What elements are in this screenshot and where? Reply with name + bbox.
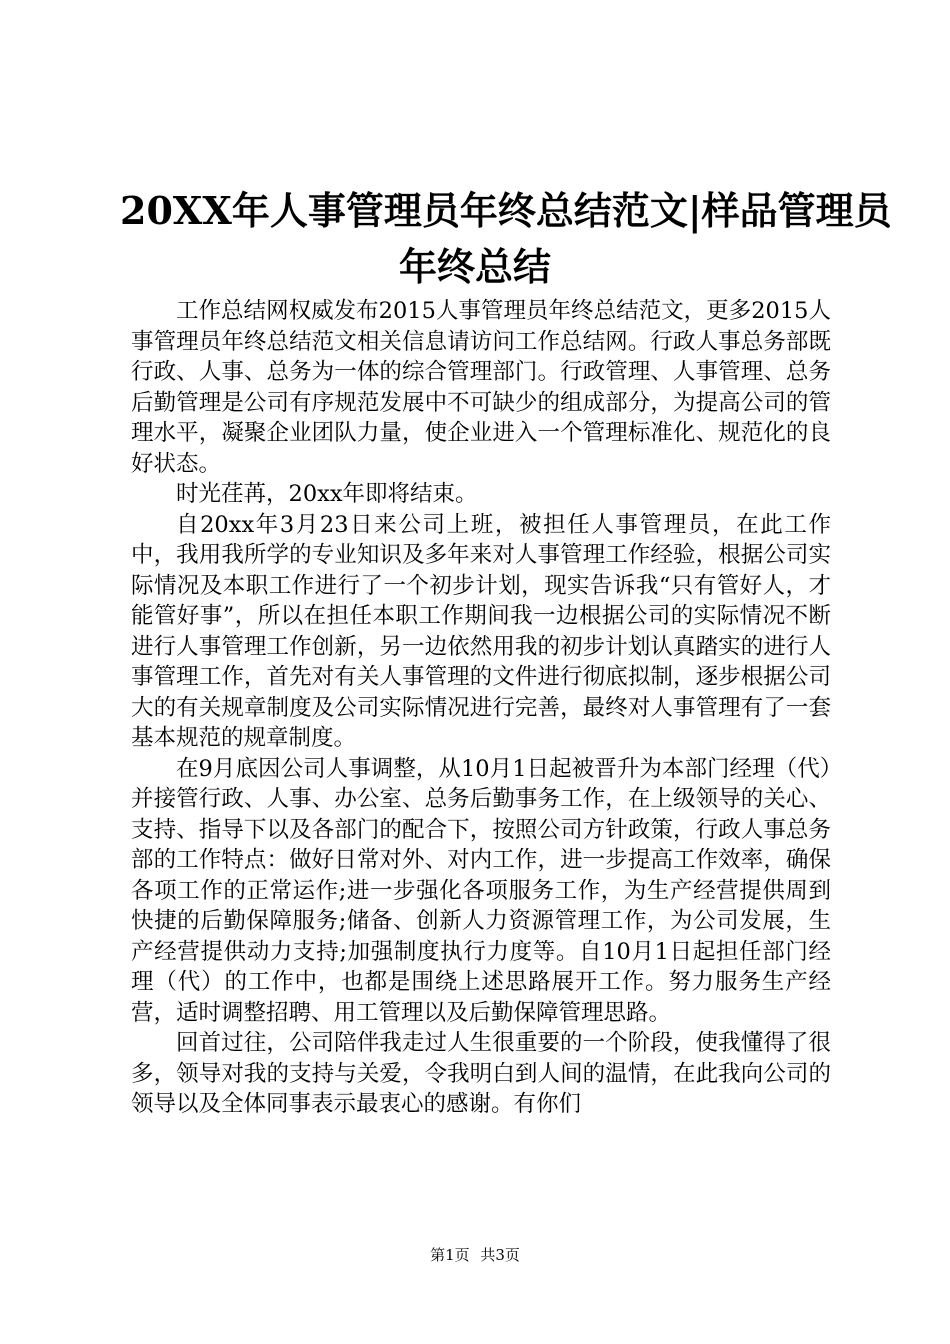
page-number: 第1页 (430, 1246, 470, 1264)
paragraph-start-work: 自20xx年3月23日来公司上班，被担任人事管理员，在此工作中，我用我所学的专业知识及多年来对人事管理工作经验，根据公司实际情况及本职工作进行了一个初步计划，现实告诉我“只有管好人，才能管好事”，所以在担任本职工作期间我一边根据公司的实际情况不断进行人事管理工作创新，另一边依然用我的初步计划认真踏实的进行人事管理工作，首先对有关人事管理的文件进行彻底拟制，逐步根据公司大的有关规章制度及公司实际情况进行完善，最终对人事管理有了一套基本规范的规章制度。 (131, 511, 831, 751)
title-line-2: 年终总结 (398, 244, 551, 289)
document-body (131, 296, 831, 1120)
paragraph-time: 时光荏苒，20xx年即将结束。 (176, 481, 478, 507)
paragraph-promotion: 在9月底因公司人事调整，从10月1日起被晋升为本部门经理（代）并接管行政、人事、办公室、总务后勤事务工作，在上级领导的关心、支持、指导下以及各部门的配合下，按照公司方针政策，行政人事总务部的工作特点：做好日常对外、对内工作，进一步提高工作效率，确保各项工作的正常运作;进一步强化各项服务工作，为生产经营提供周到快捷的后勤保障服务;储备、创新人力资源管理工作，为公司发展，生产经营提供动力支持;加强制度执行力度等。自10月1日起担任部门经理（代）的工作中，也都是围绕上述思路展开工作。努力服务生产经营，适时调整招聘、用工管理以及后勤保障管理思路。 (131, 755, 831, 1026)
page-total: 共3页 (480, 1246, 520, 1264)
paragraph-review: 回首过往，公司陪伴我走过人生很重要的一个阶段，使我懂得了很多，领导对我的支持与关爱，令我明白到人间的温情，在此我向公司的领导以及全体同事表示最衷心的感谢。有你们 (131, 1030, 831, 1117)
document-title (120, 183, 892, 295)
page-footer (0, 1245, 950, 1265)
title-line-1: 20XX年人事管理员年终总结范文|样品管理员 (120, 188, 892, 233)
paragraph-intro: 工作总结网权威发布2015人事管理员年终总结范文，更多2015人事管理员年终总结范文相关信息请访问工作总结网。行政人事总务部既行政、人事、总务为一体的综合管理部门。行政管理、人事管理、总务后勤管理是公司有序规范发展中不可缺少的组成部分，为提高公司的管理水平，凝聚企业团队力量，使企业进入一个管理标准化、规范化的良好状态。 (131, 298, 831, 477)
